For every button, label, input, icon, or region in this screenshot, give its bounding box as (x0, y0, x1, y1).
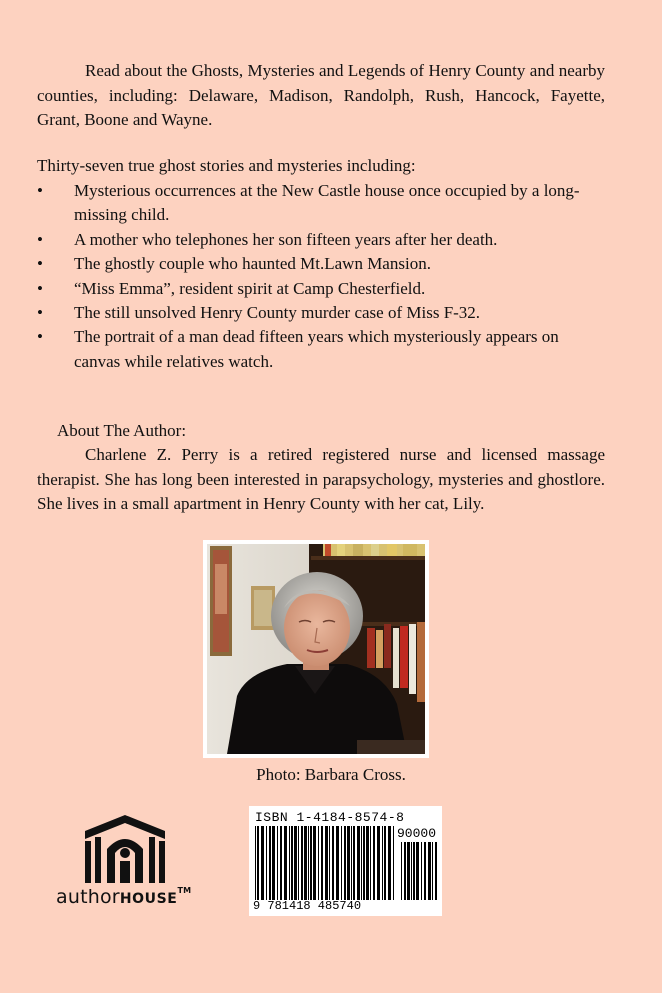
barcode-bar (384, 826, 386, 900)
barcode-bar (370, 826, 371, 900)
barcode-bar (289, 826, 290, 900)
author-portrait-image (207, 544, 425, 754)
barcode-bar (321, 826, 323, 900)
list-item (37, 252, 605, 276)
bullet-icon: • (37, 229, 43, 249)
barcode-bar (255, 826, 256, 900)
barcode-bar (432, 842, 433, 900)
barcode-bar (357, 826, 360, 900)
author-photo (203, 540, 429, 758)
barcode-bar (351, 826, 352, 900)
bullet-icon: • (37, 303, 43, 323)
barcode-bar (416, 842, 419, 900)
barcode-bar (304, 826, 307, 900)
ean-number: 9 781418 485740 (253, 899, 362, 913)
barcode-bar (269, 826, 271, 900)
intro-paragraph: Read about the Ghosts, Mysteries and Legends of Henry County and nearby counties, including: Delaware, Madison, Randolph, Rush, Hancock, Fayette, Grant, Boone and Wayne. (37, 61, 605, 130)
barcode-bar (325, 826, 328, 900)
publisher-name (56, 886, 191, 908)
barcode-bar (261, 826, 264, 900)
barcode-bar (428, 842, 431, 900)
story-text: “Miss Emma”, resident spirit at Camp Chesterfield. (74, 278, 426, 298)
barcode-bar (424, 842, 426, 900)
barcode-bar (373, 826, 375, 900)
trademark-mark: TM (177, 886, 192, 895)
barcode-bar (313, 826, 316, 900)
barcode-bar (318, 826, 319, 900)
story-text: The portrait of a man dead fifteen years which mysteriously appears on canvas while relatives watch. (74, 327, 559, 371)
barcode-bar (361, 826, 362, 900)
barcode-bar (336, 826, 339, 900)
list-item (37, 277, 605, 301)
ean-barcode-bars (255, 826, 395, 900)
barcode-bar (272, 826, 275, 900)
barcode-bar (401, 842, 402, 900)
story-text: A mother who telephones her son fifteen years after her death. (74, 229, 498, 249)
author-bio: Charlene Z. Perry is a retired registered nurse and licensed massage therapist. She has long been interested in parapsychology, mysteries and ghostlore. She lives in a small apartment in Henry County with her cat, Lily. (37, 445, 605, 514)
barcode-bar (308, 826, 309, 900)
bullet-icon: • (37, 327, 43, 347)
list-intro: Thirty-seven true ghost stories and mysteries including: (37, 156, 416, 175)
publisher-name-upper: HOUSE (119, 891, 178, 907)
story-text: The still unsolved Henry County murder case of Miss F-32. (74, 303, 481, 323)
barcode-bar (294, 826, 297, 900)
photo-caption: Photo: Barbara Cross. (256, 765, 406, 784)
barcode-bar (277, 826, 278, 900)
barcode-bar (298, 826, 299, 900)
barcode-bar (291, 826, 293, 900)
barcode-bar (257, 826, 259, 900)
price-barcode-bars (401, 842, 437, 900)
price-code: 90000 (396, 826, 436, 841)
barcode-bar (341, 826, 342, 900)
barcode-bar (407, 842, 410, 900)
barcode-bar (284, 826, 287, 900)
authorhouse-logo-icon (83, 815, 167, 883)
isbn-barcode (249, 806, 442, 916)
list-item (37, 301, 605, 325)
barcode-bar (332, 826, 334, 900)
barcode-bar (353, 826, 355, 900)
barcode-bar (366, 826, 369, 900)
barcode-bar (266, 826, 267, 900)
story-text: The ghostly couple who haunted Mt.Lawn Mansion. (74, 254, 431, 274)
list-item (37, 325, 605, 374)
bullet-icon: • (37, 254, 43, 274)
barcode-bar (404, 842, 406, 900)
barcode-bar (435, 842, 437, 900)
barcode-bar (388, 826, 391, 900)
barcode-bar (310, 826, 312, 900)
barcode-bar (382, 826, 383, 900)
barcode-bar (344, 826, 346, 900)
barcode-bar (411, 842, 412, 900)
barcode-bar (413, 842, 415, 900)
barcode-bar (377, 826, 380, 900)
barcode-bar (421, 842, 422, 900)
barcode-bar (280, 826, 282, 900)
list-item (37, 179, 605, 228)
barcode-bar (393, 826, 394, 900)
bullet-icon: • (37, 278, 43, 298)
isbn-number: ISBN 1-4184-8574-8 (255, 810, 405, 825)
publisher-name-lower: author (56, 886, 120, 908)
list-item (37, 228, 605, 252)
author-heading: About The Author: (57, 421, 187, 440)
barcode-bar (301, 826, 303, 900)
story-list (37, 179, 605, 374)
barcode-bar (363, 826, 365, 900)
barcode-bar (347, 826, 350, 900)
bullet-icon: • (37, 181, 43, 200)
barcode-bar (329, 826, 330, 900)
story-text: Mysterious occurrences at the New Castle house once occupied by a long-missing child. (74, 181, 580, 225)
